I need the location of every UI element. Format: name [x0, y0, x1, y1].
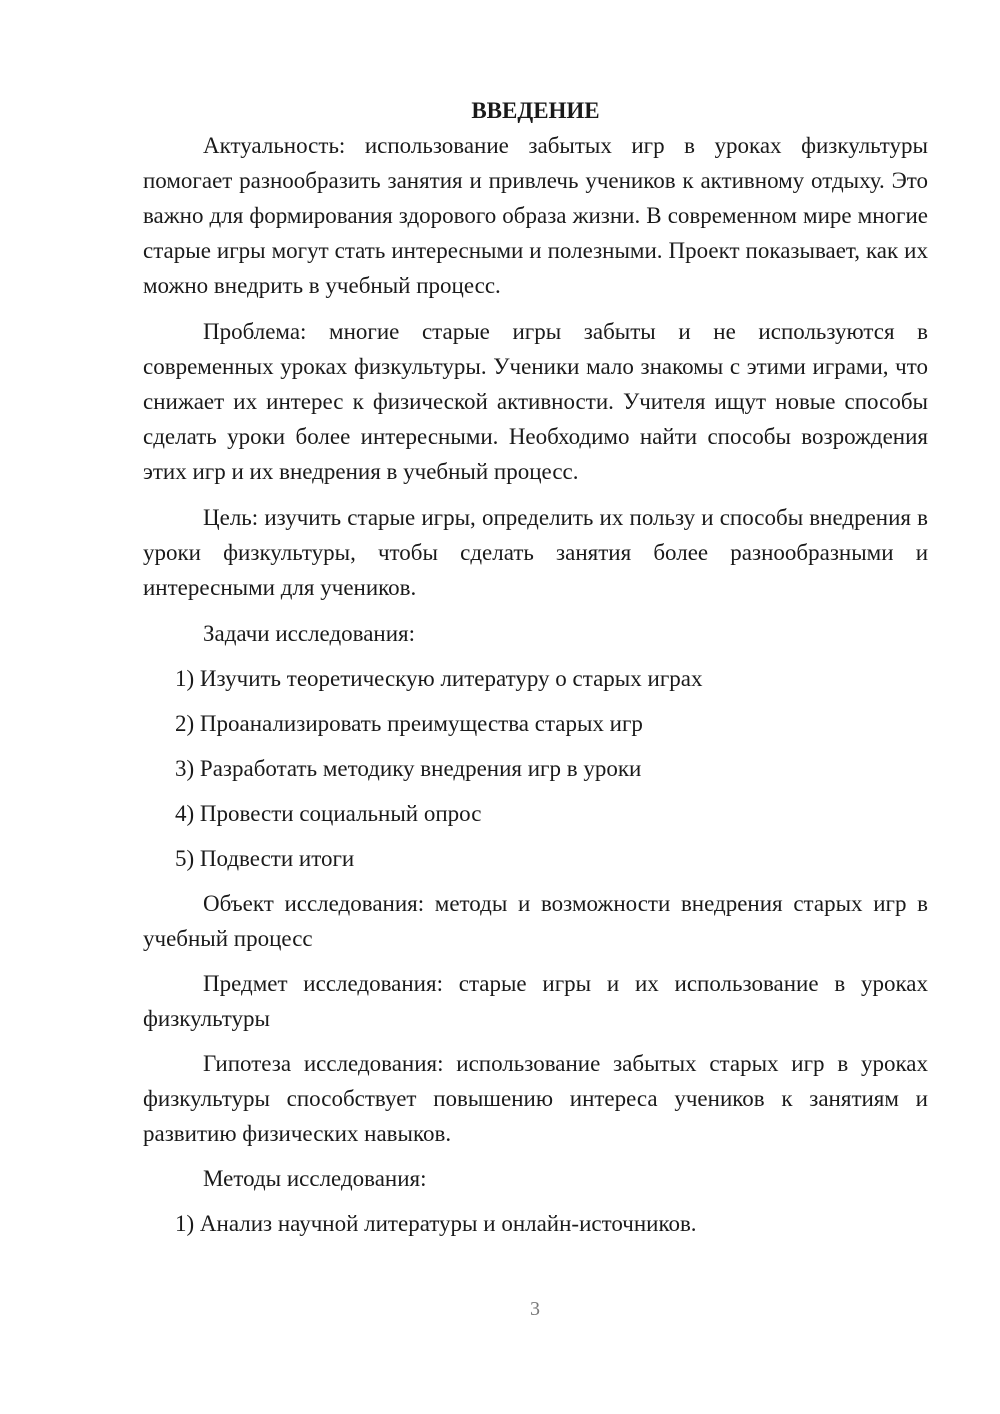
paragraph-hypothesis: Гипотеза исследования: использование забытых старых игр в уроках физкультуры способствует повышению интереса учеников к занятиям и развитию физических навыков.: [143, 1051, 928, 1146]
methods-heading: Методы исследования:: [203, 1166, 427, 1191]
section-title: ВВЕДЕНИЕ: [471, 98, 600, 123]
page-content: [143, 93, 928, 1241]
paragraph-object: Объект исследования: методы и возможности внедрения старых игр в учебный процесс: [143, 891, 928, 951]
list-item-task-5: 5) Подвести итоги: [175, 846, 355, 871]
paragraph-subject: Предмет исследования: старые игры и их использование в уроках физкультуры: [143, 971, 928, 1031]
paragraph-relevance: Актуальность: использование забытых игр в уроках физкультуры помогает разнообразить занятия и привлечь учеников к активному отдыху. Это важно для формирования здорового образа жизни. В современном мире многие старые игры могут стать интересными и полезными. Проект показывает, как их можно внедрить в учебный процесс.: [143, 133, 928, 298]
tasks-heading: Задачи исследования:: [203, 621, 416, 646]
list-item-method-1: 1) Анализ научной литературы и онлайн-источников.: [175, 1211, 697, 1236]
list-item-task-4: 4) Провести социальный опрос: [175, 801, 482, 826]
tasks-list: [143, 661, 928, 876]
methods-list: [143, 1206, 928, 1241]
list-item-task-2: 2) Проанализировать преимущества старых игр: [175, 711, 643, 736]
paragraph-problem: Проблема: многие старые игры забыты и не используются в современных уроках физкультуры. Ученики мало знакомы с этими играми, что снижает их интерес к физической активности. Учителя ищут новые способы сделать уроки более интересными. Необходимо найти способы возрождения этих игр и их внедрения в учебный процесс.: [143, 319, 928, 484]
paragraph-goal: Цель: изучить старые игры, определить их пользу и способы внедрения в уроки физкультуры, чтобы сделать занятия более разнообразными и интересными для учеников.: [143, 505, 928, 600]
list-item-task-3: 3) Разработать методику внедрения игр в уроки: [175, 756, 642, 781]
page-number: 3: [530, 1298, 540, 1320]
list-item-task-1: 1) Изучить теоретическую литературу о старых играх: [175, 666, 703, 691]
